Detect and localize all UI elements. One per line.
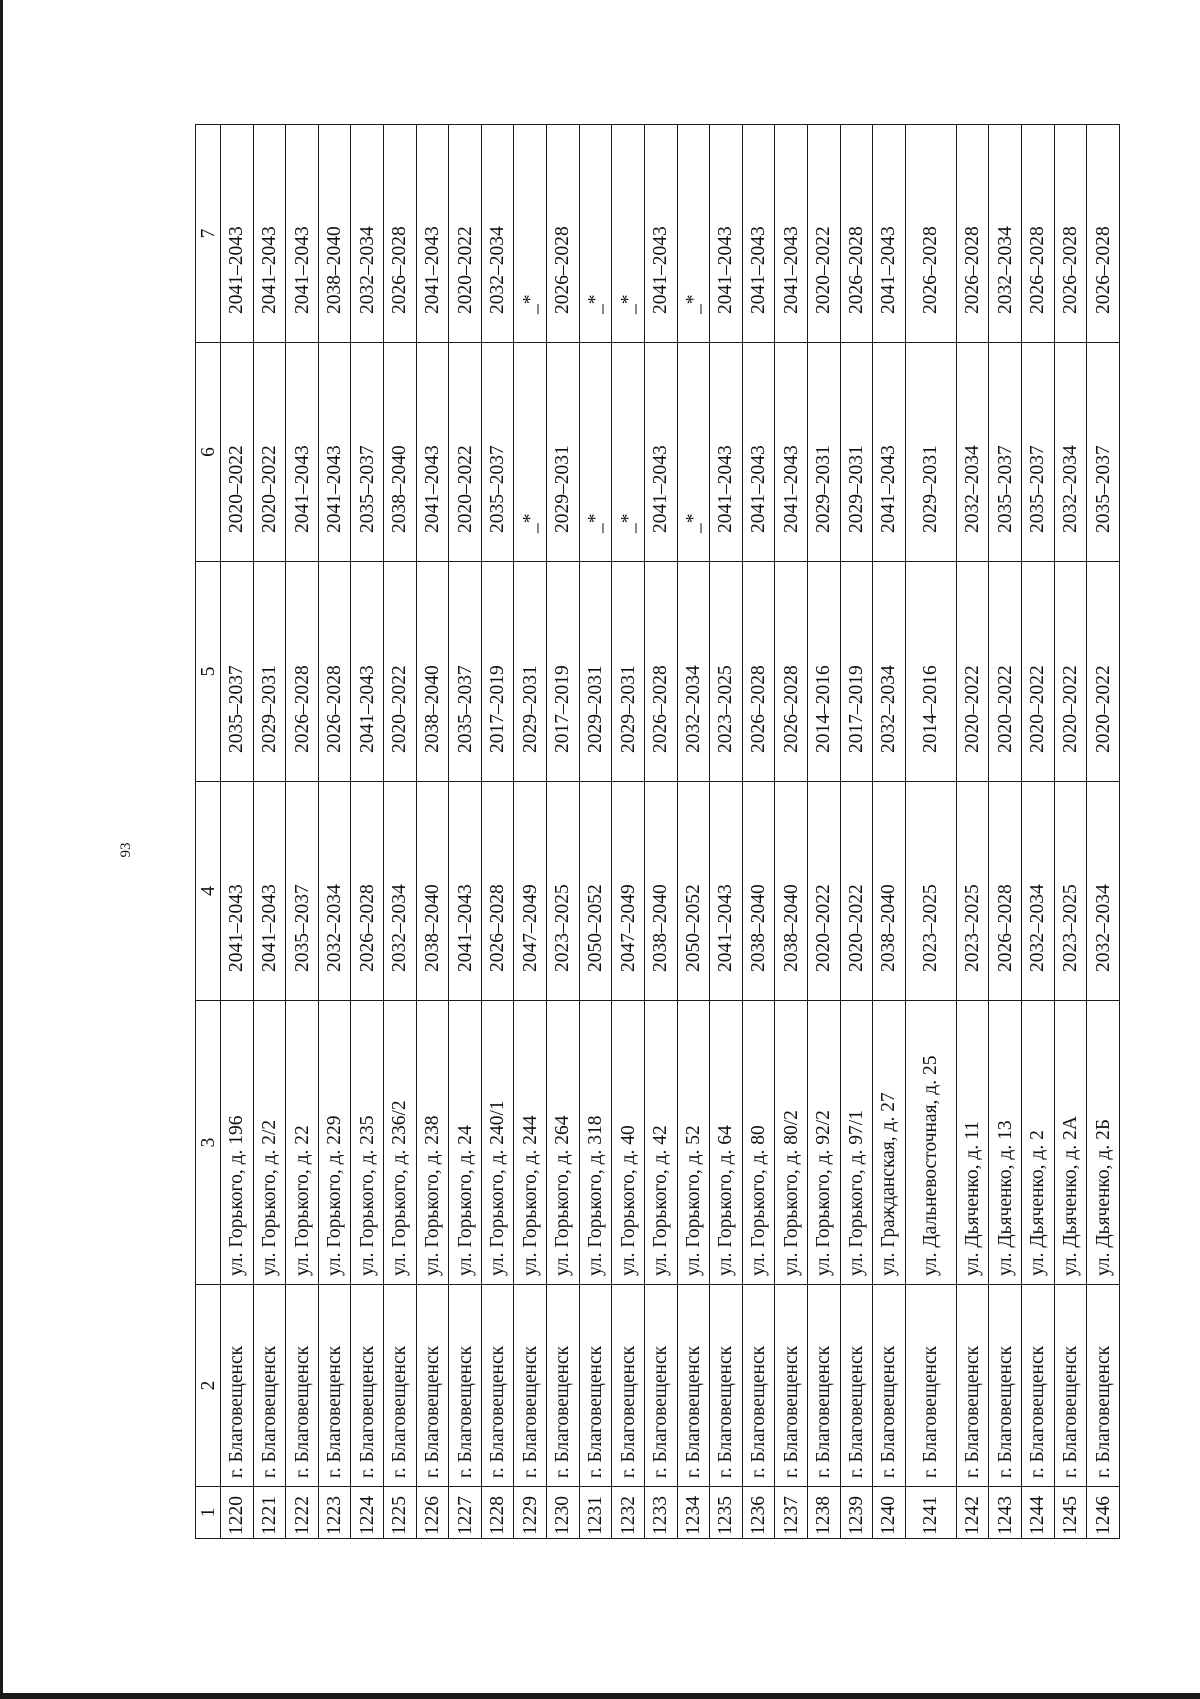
city-cell: г. Благовещенск [449, 1285, 482, 1487]
period-col-4: 2032–2034 [1022, 782, 1055, 1001]
address-cell: ул. Горького, д. 92/2 [807, 1001, 840, 1285]
address-cell: ул. Горького, д. 64 [710, 1001, 743, 1285]
period-col-4: 2023–2025 [547, 782, 580, 1001]
period-col-5: 2029–2031 [579, 562, 612, 782]
table-row [384, 125, 417, 1539]
address-cell: ул. Горького, д. 40 [612, 1001, 645, 1285]
address-cell: ул. Горького, д. 80 [742, 1001, 775, 1285]
table-row [710, 125, 743, 1539]
row-number: 1230 [547, 1487, 580, 1539]
period-col-6: 2035–2037 [481, 343, 514, 562]
table-body [221, 125, 1120, 1539]
column-header: 1 [196, 1487, 221, 1539]
period-col-4: 2023–2025 [956, 782, 989, 1001]
table-row [579, 125, 612, 1539]
city-cell: г. Благовещенск [318, 1285, 351, 1487]
period-col-7: 2026–2028 [956, 125, 989, 343]
address-cell: ул. Горького, д. 318 [579, 1001, 612, 1285]
period-col-7: _* [514, 125, 547, 343]
table-row [253, 125, 286, 1539]
period-col-5: 2017–2019 [481, 562, 514, 782]
city-cell: г. Благовещенск [514, 1285, 547, 1487]
table-row [989, 125, 1022, 1539]
period-col-5: 2041–2043 [351, 562, 384, 782]
period-col-6: 2041–2043 [742, 343, 775, 562]
city-cell: г. Благовещенск [221, 1285, 254, 1487]
period-col-6: _* [579, 343, 612, 562]
period-col-7: 2026–2028 [1087, 125, 1120, 343]
period-col-5: 2017–2019 [547, 562, 580, 782]
row-number: 1223 [318, 1487, 351, 1539]
period-col-4: 2050–2052 [579, 782, 612, 1001]
period-col-5: 2020–2022 [989, 562, 1022, 782]
city-cell: г. Благовещенск [416, 1285, 449, 1487]
period-col-7: 2026–2028 [840, 125, 873, 343]
address-cell: ул. Горького, д. 52 [677, 1001, 710, 1285]
period-col-4: 2020–2022 [807, 782, 840, 1001]
period-col-7: 2041–2043 [416, 125, 449, 343]
period-col-4: 2047–2049 [514, 782, 547, 1001]
period-col-5: 2038–2040 [416, 562, 449, 782]
table-row [775, 125, 808, 1539]
table-header-row [196, 125, 221, 1539]
city-cell: г. Благовещенск [253, 1285, 286, 1487]
period-col-6: 2041–2043 [710, 343, 743, 562]
period-col-6: 2041–2043 [644, 343, 677, 562]
city-cell: г. Благовещенск [873, 1285, 906, 1487]
period-col-4: 2041–2043 [710, 782, 743, 1001]
table-row [1022, 125, 1055, 1539]
address-cell: ул. Горького, д. 235 [351, 1001, 384, 1285]
period-col-5: 2035–2037 [449, 562, 482, 782]
address-cell: ул. Горького, д. 196 [221, 1001, 254, 1285]
period-col-6: 2020–2022 [253, 343, 286, 562]
period-col-7: 2026–2028 [1054, 125, 1087, 343]
period-col-4: 2023–2025 [1054, 782, 1087, 1001]
period-col-4: 2026–2028 [989, 782, 1022, 1001]
city-cell: г. Благовещенск [384, 1285, 417, 1487]
period-col-7: 2041–2043 [221, 125, 254, 343]
period-col-4: 2032–2034 [384, 782, 417, 1001]
period-col-6: 2035–2037 [1087, 343, 1120, 562]
table-row [644, 125, 677, 1539]
period-col-4: 2041–2043 [253, 782, 286, 1001]
city-cell: г. Благовещенск [1054, 1285, 1087, 1487]
row-number: 1225 [384, 1487, 417, 1539]
city-cell: г. Благовещенск [905, 1285, 956, 1487]
period-col-6: 2038–2040 [384, 343, 417, 562]
period-col-4: 2038–2040 [775, 782, 808, 1001]
row-number: 1222 [286, 1487, 319, 1539]
period-col-5: 2026–2028 [775, 562, 808, 782]
period-col-5: 2017–2019 [840, 562, 873, 782]
scan-border-left [0, 0, 3, 1699]
address-cell: ул. Горького, д. 229 [318, 1001, 351, 1285]
period-col-7: 2041–2043 [710, 125, 743, 343]
period-col-6: 2041–2043 [775, 343, 808, 562]
row-number: 1224 [351, 1487, 384, 1539]
column-header: 7 [196, 125, 221, 343]
period-col-5: 2026–2028 [644, 562, 677, 782]
address-cell: ул. Горького, д. 244 [514, 1001, 547, 1285]
city-cell: г. Благовещенск [742, 1285, 775, 1487]
table-row [873, 125, 906, 1539]
row-number: 1237 [775, 1487, 808, 1539]
row-number: 1245 [1054, 1487, 1087, 1539]
address-cell: ул. Горького, д. 264 [547, 1001, 580, 1285]
address-cell: ул. Горького, д. 238 [416, 1001, 449, 1285]
period-col-6: 2041–2043 [286, 343, 319, 562]
city-cell: г. Благовещенск [1087, 1285, 1120, 1487]
row-number: 1227 [449, 1487, 482, 1539]
address-cell: ул. Горького, д. 2/2 [253, 1001, 286, 1285]
table-row [1087, 125, 1120, 1539]
period-col-7: 2020–2022 [807, 125, 840, 343]
city-cell: г. Благовещенск [547, 1285, 580, 1487]
period-col-4: 2038–2040 [742, 782, 775, 1001]
period-col-7: _* [579, 125, 612, 343]
period-col-7: 2041–2043 [742, 125, 775, 343]
table-row [956, 125, 989, 1539]
address-cell: ул. Горького, д. 42 [644, 1001, 677, 1285]
period-col-6: 2020–2022 [221, 343, 254, 562]
row-number: 1238 [807, 1487, 840, 1539]
table-row [481, 125, 514, 1539]
address-cell: ул. Горького, д. 97/1 [840, 1001, 873, 1285]
period-col-7: 2020–2022 [449, 125, 482, 343]
city-cell: г. Благовещенск [1022, 1285, 1055, 1487]
period-col-5: 2029–2031 [514, 562, 547, 782]
address-cell: ул. Горького, д. 236/2 [384, 1001, 417, 1285]
row-number: 1243 [989, 1487, 1022, 1539]
period-col-5: 2029–2031 [253, 562, 286, 782]
period-col-5: 2020–2022 [1054, 562, 1087, 782]
address-cell: ул. Дьяченко, д. 13 [989, 1001, 1022, 1285]
address-cell: ул. Горького, д. 240/1 [481, 1001, 514, 1285]
period-col-7: 2026–2028 [547, 125, 580, 343]
period-col-5: 2029–2031 [612, 562, 645, 782]
table-row [807, 125, 840, 1539]
table-row [905, 125, 956, 1539]
period-col-7: 2041–2043 [253, 125, 286, 343]
scan-border-bottom [0, 1693, 1200, 1699]
period-col-5: 2032–2034 [873, 562, 906, 782]
period-col-6: 2029–2031 [807, 343, 840, 562]
period-col-5: 2020–2022 [384, 562, 417, 782]
address-cell: ул. Горького, д. 24 [449, 1001, 482, 1285]
city-cell: г. Благовещенск [481, 1285, 514, 1487]
column-header: 2 [196, 1285, 221, 1487]
row-number: 1234 [677, 1487, 710, 1539]
period-col-5: 2014–2016 [807, 562, 840, 782]
period-col-4: 2032–2034 [1087, 782, 1120, 1001]
city-cell: г. Благовещенск [710, 1285, 743, 1487]
table-row [677, 125, 710, 1539]
city-cell: г. Благовещенск [612, 1285, 645, 1487]
row-number: 1235 [710, 1487, 743, 1539]
row-number: 1242 [956, 1487, 989, 1539]
period-col-6: _* [514, 343, 547, 562]
row-number: 1233 [644, 1487, 677, 1539]
period-col-4: 2038–2040 [416, 782, 449, 1001]
column-header: 3 [196, 1001, 221, 1285]
period-col-4: 2038–2040 [644, 782, 677, 1001]
period-col-7: 2032–2034 [989, 125, 1022, 343]
period-col-6: _* [677, 343, 710, 562]
period-col-5: 2032–2034 [677, 562, 710, 782]
city-cell: г. Благовещенск [677, 1285, 710, 1487]
column-header: 5 [196, 562, 221, 782]
row-number: 1226 [416, 1487, 449, 1539]
city-cell: г. Благовещенск [989, 1285, 1022, 1487]
period-col-4: 2050–2052 [677, 782, 710, 1001]
table-row [318, 125, 351, 1539]
row-number: 1221 [253, 1487, 286, 1539]
period-col-6: 2035–2037 [351, 343, 384, 562]
address-cell: ул. Дьяченко, д. 2Б [1087, 1001, 1120, 1285]
city-cell: г. Благовещенск [579, 1285, 612, 1487]
period-col-6: 2029–2031 [905, 343, 956, 562]
period-col-7: _* [612, 125, 645, 343]
period-col-6: 2035–2037 [989, 343, 1022, 562]
period-col-5: 2035–2037 [221, 562, 254, 782]
address-cell: ул. Дьяченко, д. 11 [956, 1001, 989, 1285]
period-col-4: 2020–2022 [840, 782, 873, 1001]
address-cell: ул. Дальневосточная, д. 25 [905, 1001, 956, 1285]
period-col-6: 2032–2034 [1054, 343, 1087, 562]
column-header: 4 [196, 782, 221, 1001]
period-col-4: 2032–2034 [318, 782, 351, 1001]
period-col-7: _* [677, 125, 710, 343]
period-col-6: 2032–2034 [956, 343, 989, 562]
address-cell: ул. Дьяченко, д. 2 [1022, 1001, 1055, 1285]
table-row [221, 125, 254, 1539]
table-row [286, 125, 319, 1539]
period-col-7: 2032–2034 [351, 125, 384, 343]
period-col-5: 2026–2028 [286, 562, 319, 782]
table-row [351, 125, 384, 1539]
period-col-7: 2041–2043 [644, 125, 677, 343]
period-col-6: 2029–2031 [547, 343, 580, 562]
city-cell: г. Благовещенск [956, 1285, 989, 1487]
city-cell: г. Благовещенск [807, 1285, 840, 1487]
period-col-6: _* [612, 343, 645, 562]
period-col-4: 2035–2037 [286, 782, 319, 1001]
period-col-7: 2041–2043 [286, 125, 319, 343]
address-cell: ул. Дьяченко, д. 2А [1054, 1001, 1087, 1285]
rotated-table-wrapper [195, 125, 1120, 1539]
address-cell: ул. Горького, д. 22 [286, 1001, 319, 1285]
period-col-4: 2038–2040 [873, 782, 906, 1001]
period-col-4: 2041–2043 [221, 782, 254, 1001]
city-cell: г. Благовещенск [286, 1285, 319, 1487]
period-col-6: 2041–2043 [873, 343, 906, 562]
period-col-6: 2041–2043 [416, 343, 449, 562]
period-col-4: 2026–2028 [481, 782, 514, 1001]
row-number: 1231 [579, 1487, 612, 1539]
city-cell: г. Благовещенск [775, 1285, 808, 1487]
period-col-6: 2020–2022 [449, 343, 482, 562]
page-number: 93 [118, 842, 134, 858]
row-number: 1240 [873, 1487, 906, 1539]
period-col-4: 2041–2043 [449, 782, 482, 1001]
period-col-6: 2041–2043 [318, 343, 351, 562]
row-number: 1232 [612, 1487, 645, 1539]
table-row [1054, 125, 1087, 1539]
table-row [840, 125, 873, 1539]
table-row [547, 125, 580, 1539]
period-col-5: 2014–2016 [905, 562, 956, 782]
period-col-6: 2029–2031 [840, 343, 873, 562]
period-col-5: 2020–2022 [1087, 562, 1120, 782]
period-col-4: 2047–2049 [612, 782, 645, 1001]
row-number: 1246 [1087, 1487, 1120, 1539]
city-cell: г. Благовещенск [644, 1285, 677, 1487]
period-col-7: 2026–2028 [905, 125, 956, 343]
column-header: 6 [196, 343, 221, 562]
city-cell: г. Благовещенск [351, 1285, 384, 1487]
period-col-5: 2020–2022 [956, 562, 989, 782]
period-col-6: 2035–2037 [1022, 343, 1055, 562]
row-number: 1229 [514, 1487, 547, 1539]
row-number: 1228 [481, 1487, 514, 1539]
row-number: 1236 [742, 1487, 775, 1539]
period-col-4: 2026–2028 [351, 782, 384, 1001]
period-col-5: 2026–2028 [742, 562, 775, 782]
schedule-table [195, 124, 1120, 1539]
table-row [612, 125, 645, 1539]
period-col-7: 2026–2028 [384, 125, 417, 343]
address-cell: ул. Горького, д. 80/2 [775, 1001, 808, 1285]
row-number: 1241 [905, 1487, 956, 1539]
table-row [449, 125, 482, 1539]
period-col-5: 2020–2022 [1022, 562, 1055, 782]
row-number: 1244 [1022, 1487, 1055, 1539]
period-col-4: 2023–2025 [905, 782, 956, 1001]
period-col-5: 2026–2028 [318, 562, 351, 782]
period-col-7: 2038–2040 [318, 125, 351, 343]
address-cell: ул. Гражданская, д. 27 [873, 1001, 906, 1285]
period-col-7: 2041–2043 [775, 125, 808, 343]
table-row [514, 125, 547, 1539]
row-number: 1220 [221, 1487, 254, 1539]
table-row [742, 125, 775, 1539]
period-col-7: 2041–2043 [873, 125, 906, 343]
period-col-7: 2032–2034 [481, 125, 514, 343]
period-col-7: 2026–2028 [1022, 125, 1055, 343]
city-cell: г. Благовещенск [840, 1285, 873, 1487]
table-row [416, 125, 449, 1539]
period-col-5: 2023–2025 [710, 562, 743, 782]
row-number: 1239 [840, 1487, 873, 1539]
